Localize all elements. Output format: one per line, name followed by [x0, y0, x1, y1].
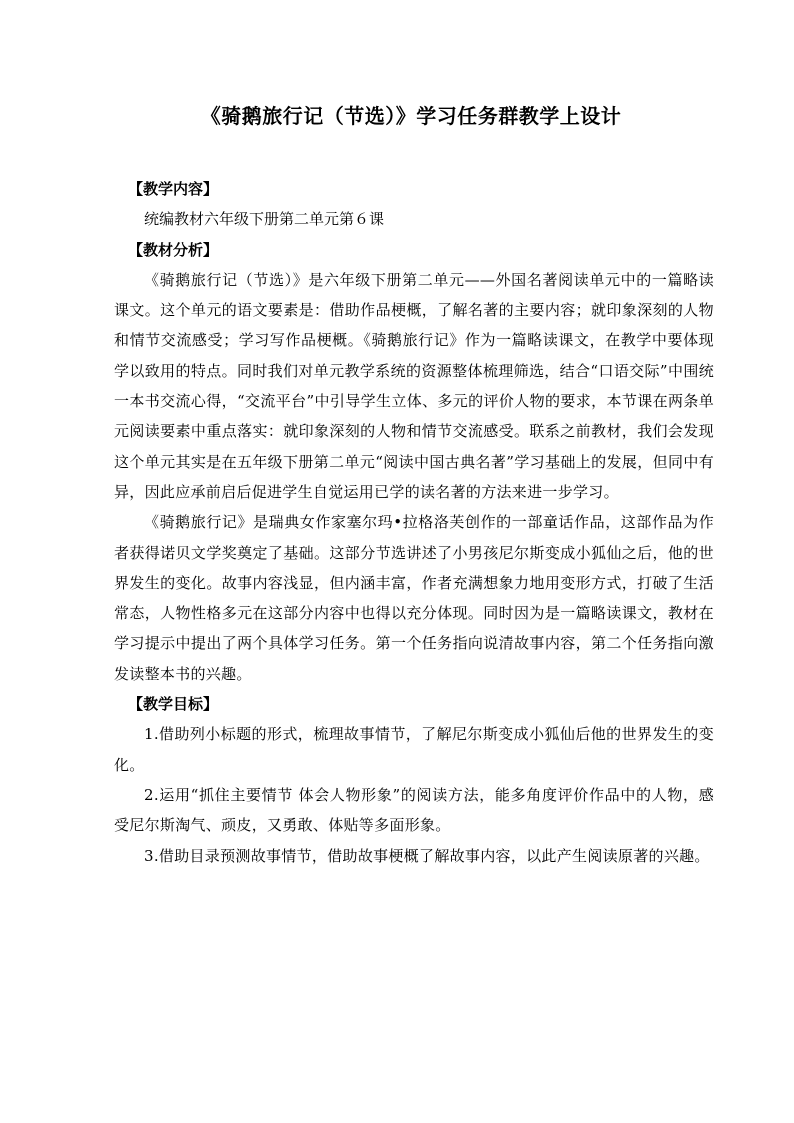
- goal-item-1: 1.借助列小标题的形式，梳理故事情节，了解尼尔斯变成小狐仙后他的世界发生的变化。: [114, 725, 714, 774]
- goal-item-3: 3.借助目录预测故事情节，借助故事梗概了解故事内容，以此产生阅读原著的兴趣。: [144, 846, 710, 865]
- analysis-paragraph-2: 《骑鹅旅行记》是瑞典女作家塞尔玛•拉格洛芙创作的一部童话作品，这部作品为作者获得诺贝文学奖奠定了基础。这部分节选讲述了小男孩尼尔斯变成小狐仙之后，他的世界发生的变化。故事内容浅显，但内涵丰富，作者充满想象力地用变形方式，打破了生活常态，人物性格多元在这部分内容中也得以充分体现。同时因为是一篇略读课文，教材在学习提示中提出了两个具体学习任务。第一个任务指向说清故事内容，第二个任务指向激发读整本书的兴趣。: [114, 513, 714, 683]
- goal-item-2: 2.运用“抓住主要情节 体会人物形象”的阅读方法，能多角度评价作品中的人物，感受尼尔斯淘气、顽皮，又勇敢、体贴等多面形象。: [114, 785, 714, 835]
- section-heading-teaching-content: 【教学内容】: [128, 180, 219, 198]
- section-heading-material-analysis: 【教材分析】: [128, 240, 219, 259]
- analysis-paragraph-1: 《骑鹅旅行记（节选）》是六年级下册第二单元——外国名著阅读单元中的一篇略读课文。这个单元的语文要素是：借助作品梗概，了解名著的主要内容；就印象深刻的人物和情节交流感受；学习写作品梗概。《骑鹅旅行记》作为一篇略读课文，在教学中要体现学以致用的特点。同时我们对单元教学系统的资源整体梳理筛选，结合“口语交际”中围统一本书交流心得，“交流平台”中引导学生立体、多元的评价人物的要求，本节课在两条单元阅读要素中重点落实：就印象深刻的人物和情节交流感受。联系之前教材，我们会发现这个单元其实是在五年级下册第二单元“阅读中国古典名著”学习基础上的发展，但同中有异，因此应承前启后促进学生自觉运用已学的读名著的方法来进一步学习。: [114, 270, 714, 501]
- document-body: [114, 174, 714, 871]
- teaching-content-text: 统编教材六年级下册第二单元第６课: [144, 210, 385, 229]
- section-heading-teaching-goals: 【教学目标】: [128, 695, 219, 714]
- document-title: 《骑鹅旅行记（节选）》学习任务群教学上设计: [200, 104, 622, 128]
